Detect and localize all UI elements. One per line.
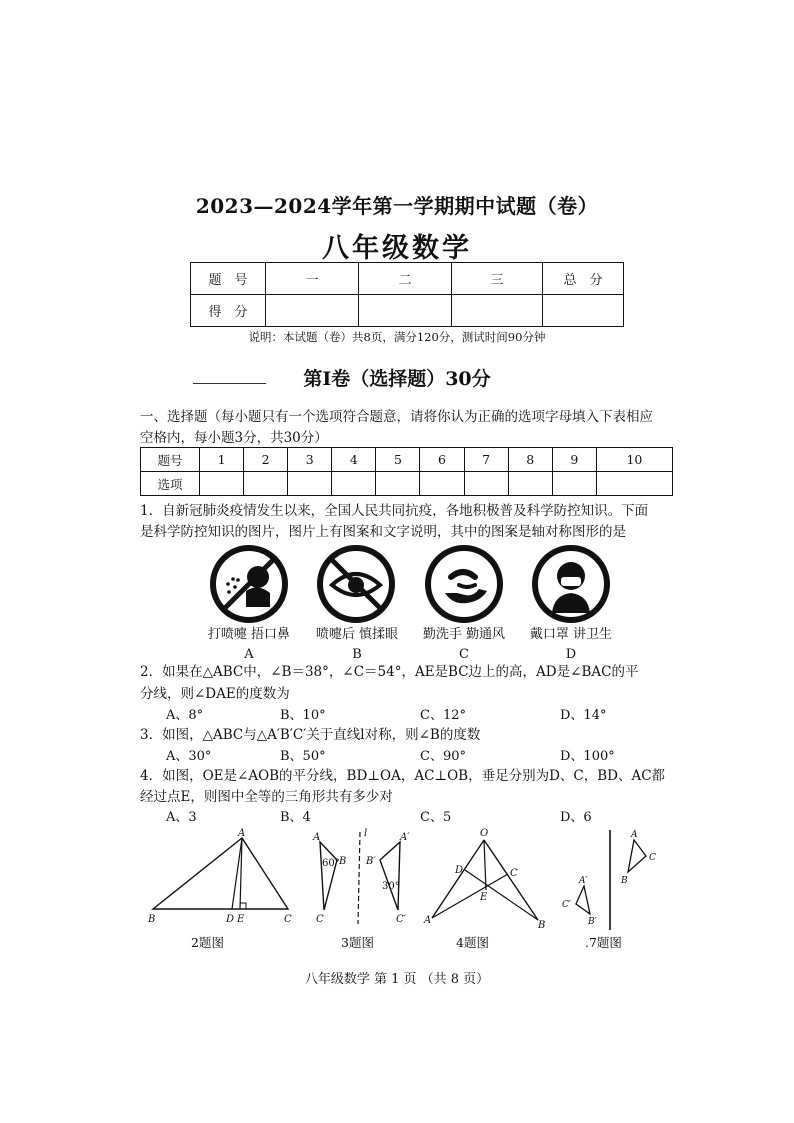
label-a: A	[313, 832, 321, 843]
table-cell	[359, 295, 452, 327]
option-a: A、30°	[166, 749, 212, 764]
question-1-line-1: 1．自新冠肺炎疫情发生以来，全国人民共同抗疫，各地积极普及科学防控知识。下面	[140, 503, 649, 519]
table-cell: 2	[244, 448, 288, 472]
eye-no-rub-icon	[315, 543, 397, 625]
label-e: E	[237, 914, 245, 925]
page-footer: 八年级数学 第 1 页 （共 8 页）	[304, 972, 490, 987]
table-cell: 题 号	[191, 263, 266, 295]
table-cell: 选项	[141, 472, 200, 496]
section-title: 第Ⅰ卷（选择题）30分	[303, 368, 491, 390]
hand-wash-icon	[423, 543, 505, 625]
question-4-line-2: 经过点E，则图中全等的三角形共有多少对	[140, 789, 393, 805]
figure-3	[312, 828, 410, 925]
table-cell: 总 分	[543, 263, 624, 295]
table-cell: 一	[266, 263, 359, 295]
label-o: O	[480, 828, 489, 839]
label-a: A	[424, 915, 432, 926]
answer-cell[interactable]	[552, 472, 596, 496]
table-row	[141, 448, 673, 472]
question-1-line-2: 是科学防控知识的图片，图片上有图案和文字说明，其中的图案是轴对称图形的是	[140, 524, 626, 540]
option-letter: A	[244, 647, 254, 662]
option-c: C、12°	[420, 708, 466, 723]
table-cell: 三	[452, 263, 543, 295]
table-cell: 9	[552, 448, 596, 472]
figure-caption-4: 4题图	[456, 935, 489, 950]
answer-cell[interactable]	[420, 472, 464, 496]
label-b: B	[621, 876, 628, 886]
figure-caption-3: 3题图	[341, 935, 374, 950]
face-mask-icon	[530, 543, 612, 625]
figure-4	[423, 828, 545, 931]
question-2-line-1: 2．如果在△ABC中，∠B＝38°，∠C＝54°，AE是BC边上的高，AD是∠BAC的平	[140, 664, 639, 680]
option-b: B、4	[280, 810, 311, 825]
option-a: A、3	[166, 810, 197, 825]
label-c: C	[284, 914, 292, 925]
answer-cell[interactable]	[376, 472, 420, 496]
figures-row	[110, 826, 700, 966]
question-4-line-1: 4．如图，OE是∠AOB的平分线，BD⊥OA，AC⊥OB，垂足分别为D、C，BD、AC都	[140, 768, 666, 784]
question-2-options	[166, 704, 686, 724]
option-letter: B	[352, 647, 362, 662]
option-b: B、10°	[280, 708, 326, 723]
exam-title: 2023—2024学年第一学期期中试题（卷）	[195, 194, 599, 218]
sneeze-cover-icon	[208, 543, 290, 625]
caption-text: 喷嚏后 慎揉眼	[315, 627, 399, 642]
score-table	[190, 262, 624, 327]
label-c-prime: C′	[562, 900, 571, 910]
label-c-prime: C′	[396, 914, 406, 925]
image-caption	[491, 625, 651, 665]
table-cell: 10	[596, 448, 672, 472]
table-cell	[266, 295, 359, 327]
table-cell: 题号	[141, 448, 200, 472]
exam-subject: 八年级数学	[322, 233, 472, 264]
question-4-options	[166, 806, 686, 826]
table-cell	[543, 295, 624, 327]
option-b: B、50°	[280, 749, 326, 764]
answer-cell[interactable]	[596, 472, 672, 496]
label-b: B	[148, 914, 156, 925]
question-3-options	[166, 745, 686, 765]
figure-2	[147, 828, 292, 925]
caption-text: 戴口罩 讲卫生	[529, 627, 613, 642]
caption-text: 打喷嚏 捂口鼻	[207, 627, 291, 642]
label-b: B	[339, 856, 347, 867]
table-cell	[452, 295, 543, 327]
label-a-prime: A′	[400, 832, 410, 843]
answer-cell[interactable]	[464, 472, 508, 496]
table-row	[191, 263, 624, 295]
label-d: D	[455, 865, 464, 876]
option-letter: D	[565, 647, 577, 662]
table-row	[141, 472, 673, 496]
answer-cell[interactable]	[332, 472, 376, 496]
instructions-line-2: 空格内，每小题3分，共30分）	[140, 430, 328, 446]
table-cell: 8	[508, 448, 552, 472]
option-letter: C	[459, 647, 469, 662]
answer-cell[interactable]	[200, 472, 244, 496]
table-cell: 3	[288, 448, 332, 472]
exam-note: 说明：本试题（卷）共8页，满分120分，测试时间90分钟	[248, 330, 546, 344]
label-c: C	[649, 853, 656, 863]
label-d: D	[226, 914, 235, 925]
label-a: A	[238, 828, 246, 839]
figure-caption-7: .7题图	[585, 935, 622, 950]
figure-caption-2: 2题图	[191, 935, 224, 950]
option-d: D、6	[560, 810, 592, 825]
label-c: C	[510, 868, 518, 879]
question-2-line-2: 分线，则∠DAE的度数为	[140, 686, 290, 702]
figure-7	[562, 830, 656, 930]
answer-cell[interactable]	[244, 472, 288, 496]
caption-text: 勤洗手 勤通风	[422, 627, 506, 642]
question-1-images	[140, 543, 680, 663]
geometry-figures	[110, 826, 700, 931]
answer-cell[interactable]	[508, 472, 552, 496]
label-a-prime: A′	[579, 876, 588, 886]
table-cell: 4	[332, 448, 376, 472]
angle-60: 60°	[322, 858, 340, 869]
label-e: E	[480, 892, 488, 903]
label-b: B	[538, 920, 546, 931]
table-cell: 1	[200, 448, 244, 472]
label-l: l	[364, 828, 368, 839]
table-cell: 5	[376, 448, 420, 472]
label-b-prime: B′	[366, 856, 376, 867]
answer-table	[140, 447, 673, 496]
instructions-line-1: 一、选择题（每小题只有一个选项符合题意，请将你认为正确的选项字母填入下表相应	[140, 409, 653, 425]
question-3-line-1: 3．如图，△ABC与△A′B′C′关于直线l对称，则∠B的度数	[140, 727, 481, 743]
option-a: A、8°	[166, 708, 204, 723]
label-c: C	[316, 914, 324, 925]
table-cell: 7	[464, 448, 508, 472]
label-a: A	[631, 830, 638, 840]
table-row	[191, 295, 624, 327]
option-d: D、100°	[560, 749, 615, 764]
option-c: C、90°	[420, 749, 466, 764]
option-d: D、14°	[560, 708, 607, 723]
option-c: C、5	[420, 810, 452, 825]
table-cell: 得 分	[191, 295, 266, 327]
label-b-prime: B′	[588, 917, 597, 927]
angle-30: 30°	[382, 881, 400, 892]
table-cell: 二	[359, 263, 452, 295]
table-cell: 6	[420, 448, 464, 472]
answer-cell[interactable]	[288, 472, 332, 496]
